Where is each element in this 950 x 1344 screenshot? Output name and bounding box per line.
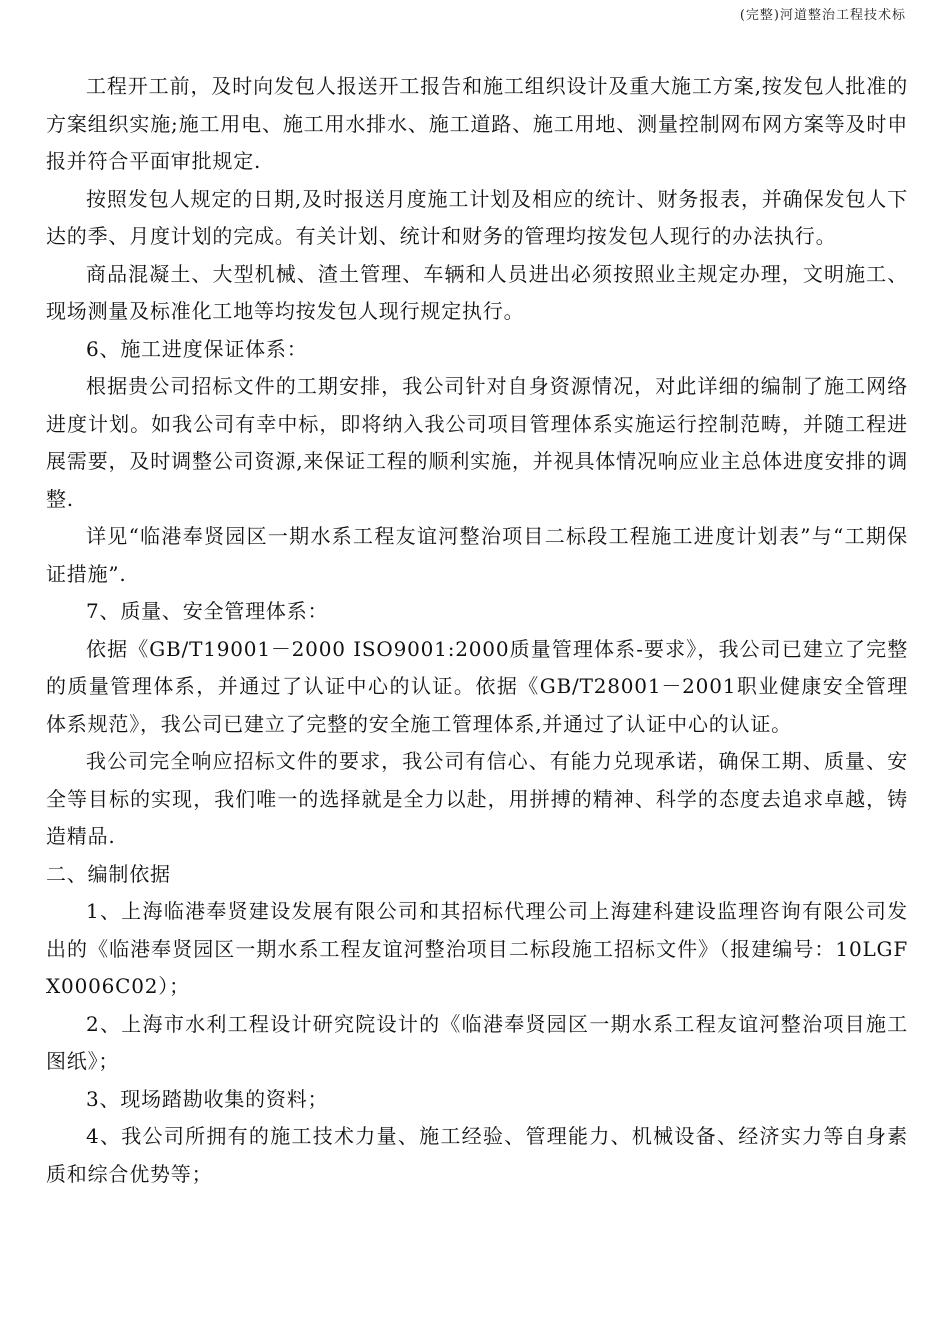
paragraph-commencement-report: 工程开工前，及时向发包人报送开工报告和施工组织设计及重大施工方案,按发包人批准的方案组织实施;施工用电、施工用水排水、施工道路、施工用地、测量控制网布网方案等及时申报并符合平面审批规定. <box>46 74 908 173</box>
paragraph-monthly-plan: 按照发包人规定的日期,及时报送月度施工计划及相应的统计、财务报表，并确保发包人下达的季、月度计划的完成。有关计划、统计和财务的管理均按发包人现行的办法执行。 <box>46 186 908 248</box>
section-heading-basis: 二、编制依据 <box>46 861 171 886</box>
list-item-basis-4: 4、我公司所拥有的施工技术力量、施工经验、管理能力、机械设备、经济实力等自身素质和综合优势等； <box>46 1124 908 1186</box>
page-header-title: (完整)河道整治工程技术标 <box>739 8 906 23</box>
paragraph-quality-standards: 依据《GB/T19001－2000 ISO9001:2000质量管理体系-要求》，我公司已建立了完整的质量管理体系，并通过了认证中心的认证。依据《GB/T28001－2001职业健康安全管理体系规范》，我公司已建立了完整的安全施工管理体系,并通过了认证中心的认证。 <box>46 636 908 736</box>
paragraph-schedule-reference: 详见“临港奉贤园区一期水系工程友谊河整治项目二标段工程施工进度计划表”与“工期保证措施”. <box>46 524 908 586</box>
list-item-basis-3: 3、现场踏勘收集的资料； <box>86 1086 329 1111</box>
section-heading-progress-guarantee: 6、施工进度保证体系： <box>86 336 308 361</box>
list-item-basis-1: 1、上海临港奉贤建设发展有限公司和其招标代理公司上海建科建设监理咨询有限公司发出的《临港奉贤园区一期水系工程友谊河整治项目二标段施工招标文件》（报建编号：10LGFX0006C02）； <box>46 899 908 998</box>
paragraph-site-management: 商品混凝土、大型机械、渣土管理、车辆和人员进出必须按照业主规定办理，文明施工、现场测量及标准化工地等均按发包人现行规定执行。 <box>46 261 908 323</box>
paragraph-schedule-plan: 根据贵公司招标文件的工期安排，我公司针对自身资源情况，对此详细的编制了施工网络进度计划。如我公司有幸中标，即将纳入我公司项目管理体系实施运行控制范畴，并随工程进展需要，及时调整公司资源,来保证工程的顺利实施，并视具体情况响应业主总体进度安排的调整. <box>46 374 908 511</box>
paragraph-commitment: 我公司完全响应招标文件的要求，我公司有信心、有能力兑现承诺，确保工期、质量、安全等目标的实现，我们唯一的选择就是全力以赴，用拼搏的精神、科学的态度去追求卓越，铸造精品. <box>46 749 908 848</box>
list-item-basis-2: 2、上海市水利工程设计研究院设计的《临港奉贤园区一期水系工程友谊河整治项目施工图纸》； <box>46 1011 908 1073</box>
section-heading-quality-safety: 7、质量、安全管理体系： <box>86 599 329 623</box>
document-body <box>46 68 908 1193</box>
